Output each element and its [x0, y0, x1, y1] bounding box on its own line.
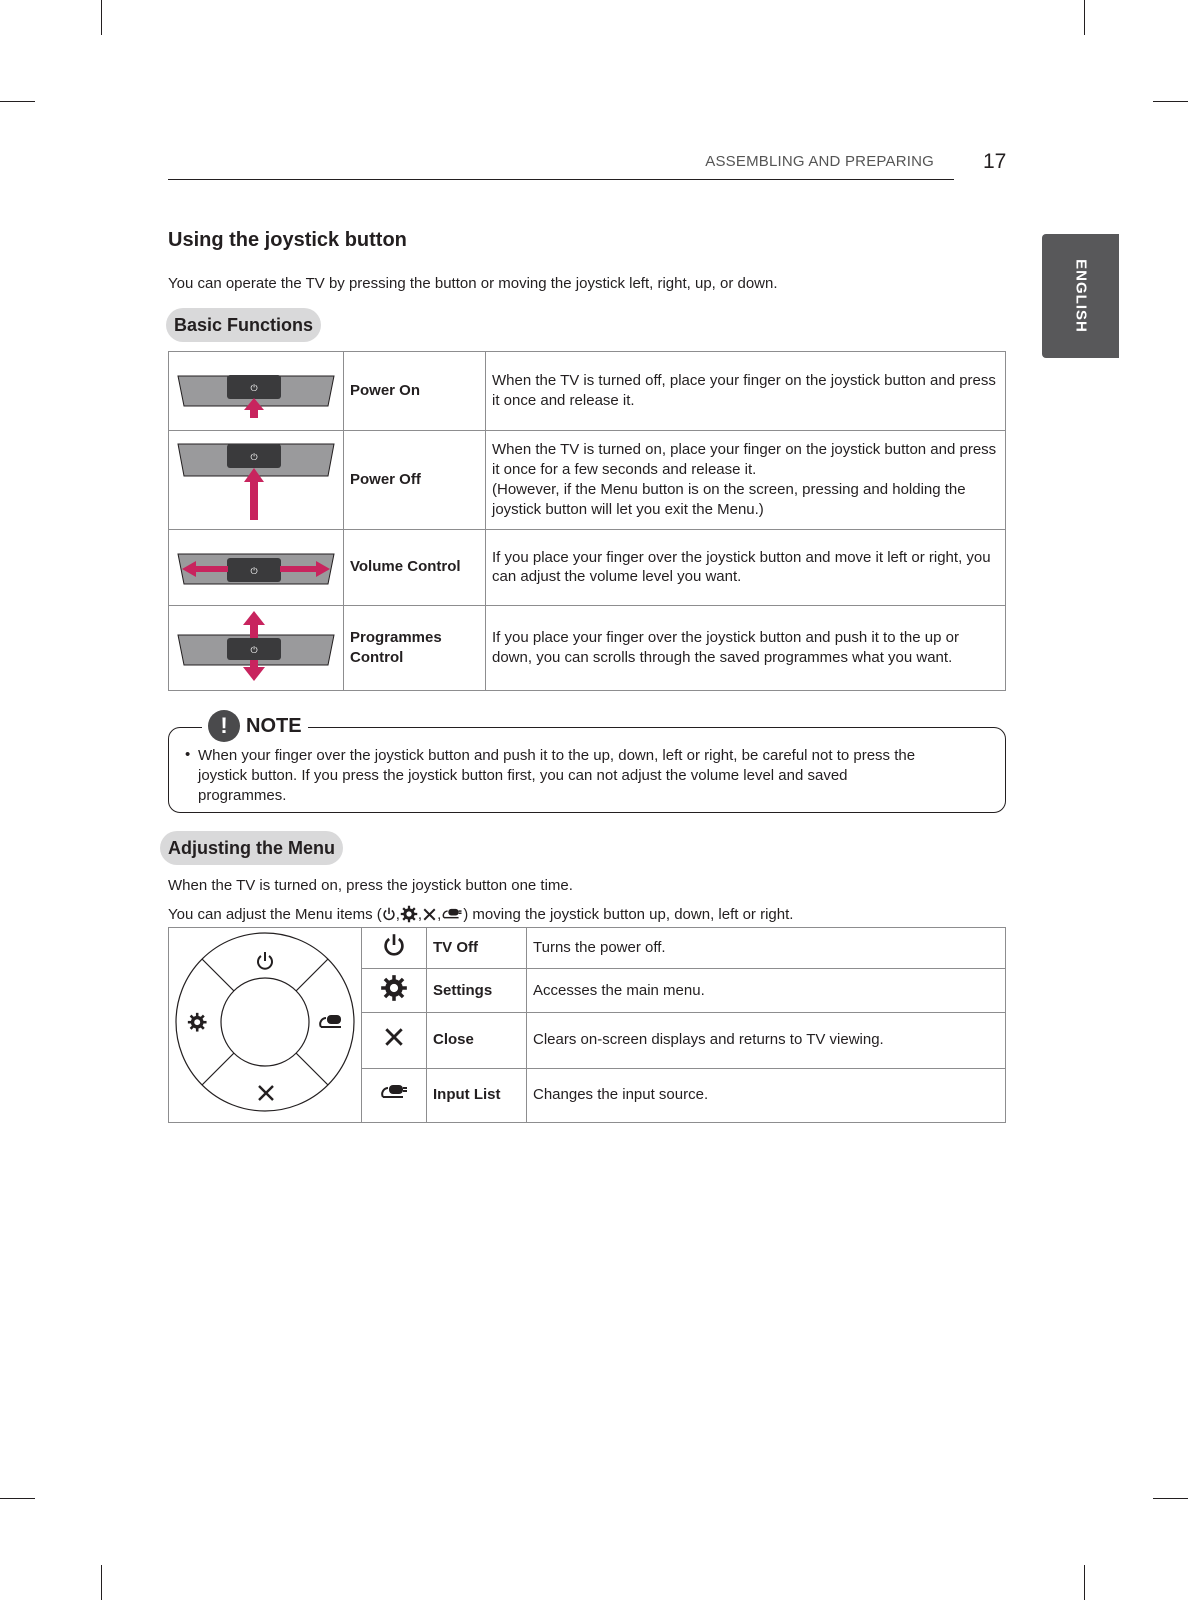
menu-line-prefix: You can adjust the Menu items (	[168, 905, 382, 923]
input-icon	[441, 906, 463, 922]
crop-mark	[101, 1565, 102, 1600]
crop-mark	[0, 101, 35, 102]
header-rule	[168, 179, 954, 180]
separator: ,	[417, 905, 423, 923]
joystick-menu-wheel	[169, 928, 361, 1116]
menu-items-table	[168, 927, 1006, 1123]
volume-control-illustration	[170, 534, 342, 594]
joystick-menu-diagram	[169, 928, 362, 1123]
crop-mark	[101, 0, 102, 35]
function-description: If you place your finger over the joystick button and move it left or right, you can adjust the volume level you want.	[486, 529, 1006, 605]
svg-text:⏻: ⏻	[250, 567, 258, 578]
language-tab-label: ENGLISH	[1072, 259, 1089, 333]
table-row	[169, 529, 1006, 605]
crop-mark	[1084, 1565, 1085, 1600]
menu-item-label: Input List	[427, 1068, 527, 1122]
section-header: ASSEMBLING AND PREPARING	[705, 153, 934, 170]
separator: ,	[395, 905, 400, 923]
menu-items-line	[168, 905, 793, 923]
crop-mark	[1153, 101, 1188, 102]
exclamation-icon: !	[208, 710, 240, 742]
svg-text:⏻: ⏻	[250, 453, 258, 463]
adjusting-menu-heading: Adjusting the Menu	[160, 831, 343, 865]
menu-item-label: Settings	[427, 969, 527, 1013]
svg-text:⏻: ⏻	[250, 645, 258, 656]
separator: ,	[437, 905, 442, 923]
gear-icon	[400, 905, 418, 923]
power-on-illustration	[170, 358, 342, 418]
function-description: When the TV is turned on, place your finger on the joystick button and press it once for a few seconds and release it. (However, if the Menu button is on the screen, pressing and holding the joystick button will let you exit the Menu.)	[486, 431, 1006, 530]
crop-mark	[1084, 0, 1085, 35]
input-icon	[362, 1068, 427, 1122]
function-label: Power Off	[344, 431, 486, 530]
note-title	[202, 710, 308, 742]
function-label: Volume Control	[344, 529, 486, 605]
menu-item-label: TV Off	[427, 928, 527, 969]
menu-instruction: When the TV is turned on, press the joystick button one time.	[168, 877, 573, 894]
menu-item-description: Clears on-screen displays and returns to TV viewing.	[527, 1013, 1006, 1068]
table-row	[169, 928, 1006, 969]
joystick-illustration	[169, 352, 344, 431]
intro-text: You can operate the TV by pressing the button or moving the joystick left, right, up, or down.	[168, 275, 778, 292]
crop-mark	[1153, 1498, 1188, 1499]
basic-functions-heading: Basic Functions	[166, 308, 321, 342]
menu-line-suffix: ) moving the joystick button up, down, left or right.	[463, 905, 794, 923]
menu-item-description: Accesses the main menu.	[527, 969, 1006, 1013]
power-icon	[382, 907, 396, 921]
joystick-illustration	[169, 605, 344, 690]
joystick-illustration	[169, 431, 344, 530]
note-text: When your finger over the joystick button and push it to the up, down, left or right, be careful not to press the joystick button. If you press the joystick button first, you can not adjust the volume level and saved programmes.	[198, 747, 916, 804]
close-icon	[422, 907, 437, 922]
close-icon	[362, 1013, 427, 1068]
table-row	[169, 605, 1006, 690]
note-label: NOTE	[246, 714, 302, 737]
function-description: If you place your finger over the joystick button and push it to the up or down, you can scrolls through the saved programmes what you want.	[486, 605, 1006, 690]
menu-item-label: Close	[427, 1013, 527, 1068]
menu-item-description: Changes the input source.	[527, 1068, 1006, 1122]
programmes-control-illustration	[170, 607, 342, 683]
basic-functions-table	[168, 351, 1006, 691]
table-row	[169, 352, 1006, 431]
page-number: 17	[983, 150, 1007, 173]
table-row	[169, 431, 1006, 530]
svg-text:⏻: ⏻	[250, 384, 258, 395]
bullet: •	[185, 746, 191, 763]
menu-item-description: Turns the power off.	[527, 928, 1006, 969]
function-label: Programmes Control	[344, 605, 486, 690]
language-tab	[1042, 234, 1119, 358]
function-description: When the TV is turned off, place your finger on the joystick button and press it once and release it.	[486, 352, 1006, 431]
gear-icon	[362, 969, 427, 1013]
power-off-illustration	[170, 432, 342, 522]
function-label: Power On	[344, 352, 486, 431]
joystick-illustration	[169, 529, 344, 605]
power-icon	[362, 928, 427, 969]
page-title: Using the joystick button	[168, 229, 407, 251]
crop-mark	[0, 1498, 35, 1499]
